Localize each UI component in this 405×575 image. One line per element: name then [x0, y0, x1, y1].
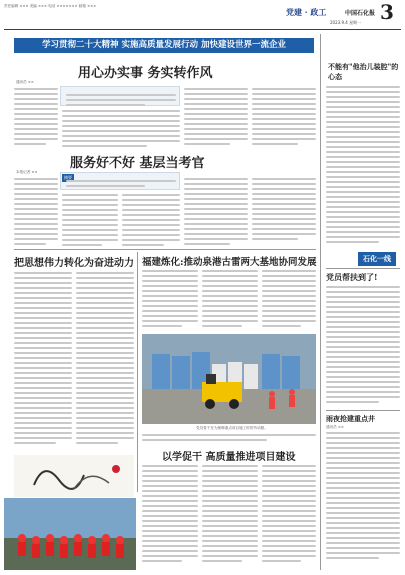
- summary-tag-2: 摘要: [64, 175, 72, 180]
- issue-date: 2023.9.4 星期一: [330, 20, 362, 25]
- article-4-col-1: [142, 270, 198, 330]
- team-photo: [4, 498, 136, 570]
- column-logo: 石化一线: [358, 252, 396, 266]
- section-divider: [14, 249, 316, 250]
- sidebar-divider-2: [326, 410, 400, 411]
- masthead: [0, 0, 405, 30]
- article-4-col-3: [262, 270, 316, 330]
- masthead-rule: [4, 29, 401, 30]
- article-5-lead: [142, 434, 316, 448]
- article-2-col-3: [122, 194, 180, 246]
- sidebar-article-1-body: [326, 86, 400, 250]
- article-3-col-2: [76, 272, 134, 452]
- article-3-headline: 把思想伟力转化为奋进动力: [14, 258, 134, 269]
- article-2-author: 本报记者 ××: [16, 170, 38, 174]
- paper-name: 中国石化报: [345, 10, 376, 17]
- article-1-col-3: [184, 88, 248, 148]
- article-2-col-4: [184, 178, 248, 246]
- sidebar-divider: [320, 34, 321, 570]
- banner: 学习贯彻二十大精神 实施高质量发展行动 加快建设世界一流企业: [14, 38, 314, 53]
- article-4-col-2: [202, 270, 258, 330]
- sidebar-article-1-title: 不能有"他治儿装腔"的心态: [328, 62, 399, 81]
- article-5-headline: 以学促干 高质量推进项目建设: [162, 452, 296, 463]
- sidebar-divider-1: [326, 268, 400, 269]
- article-1-col-2: [62, 110, 180, 148]
- sidebar-article-2-title: 党员帮扶到了!: [326, 272, 378, 282]
- column-divider: [137, 252, 138, 492]
- article-1-col-1: [14, 88, 58, 148]
- calligraphy-illustration: [14, 455, 134, 497]
- article-4-headline: 福建炼化:推动泉港古雷两大基地协同发展: [142, 257, 317, 268]
- page-number: 3: [380, 0, 394, 24]
- article-5-col-2: [202, 465, 258, 570]
- section-title: 党建 · 政工: [286, 7, 327, 17]
- article-2-abstract-text: [66, 180, 176, 189]
- article-1-author: 通讯员 ××: [16, 80, 34, 84]
- article-2-col-1: [14, 178, 58, 246]
- photo-caption: 党员骨干在为保障重点项目施工时的劳动照。: [196, 426, 268, 430]
- sidebar-article-3-author: 通讯员 ××: [326, 425, 344, 429]
- article-1-col-4: [252, 88, 316, 148]
- article-2-col-5: [252, 178, 316, 246]
- article-5-col-3: [262, 465, 316, 570]
- masthead-meta: 责任编辑 ××× 美编 ××× 电话 ××××××× 邮箱 ×××: [4, 4, 97, 8]
- article-2-col-2: [62, 194, 118, 246]
- warehouse-photo: [142, 334, 316, 424]
- article-1-abstract-text: [66, 94, 176, 106]
- article-5-col-1: [142, 465, 198, 570]
- sidebar-article-2-body: [326, 286, 400, 406]
- article-2-headline: 服务好不好 基层当考官: [70, 156, 205, 171]
- sidebar-article-3-title: 雨夜抢建重点井: [326, 414, 375, 423]
- article-3-col-1: [14, 272, 72, 452]
- sidebar-article-3-body: [326, 432, 400, 570]
- article-1-headline: 用心办实事 务实转作风: [78, 66, 213, 81]
